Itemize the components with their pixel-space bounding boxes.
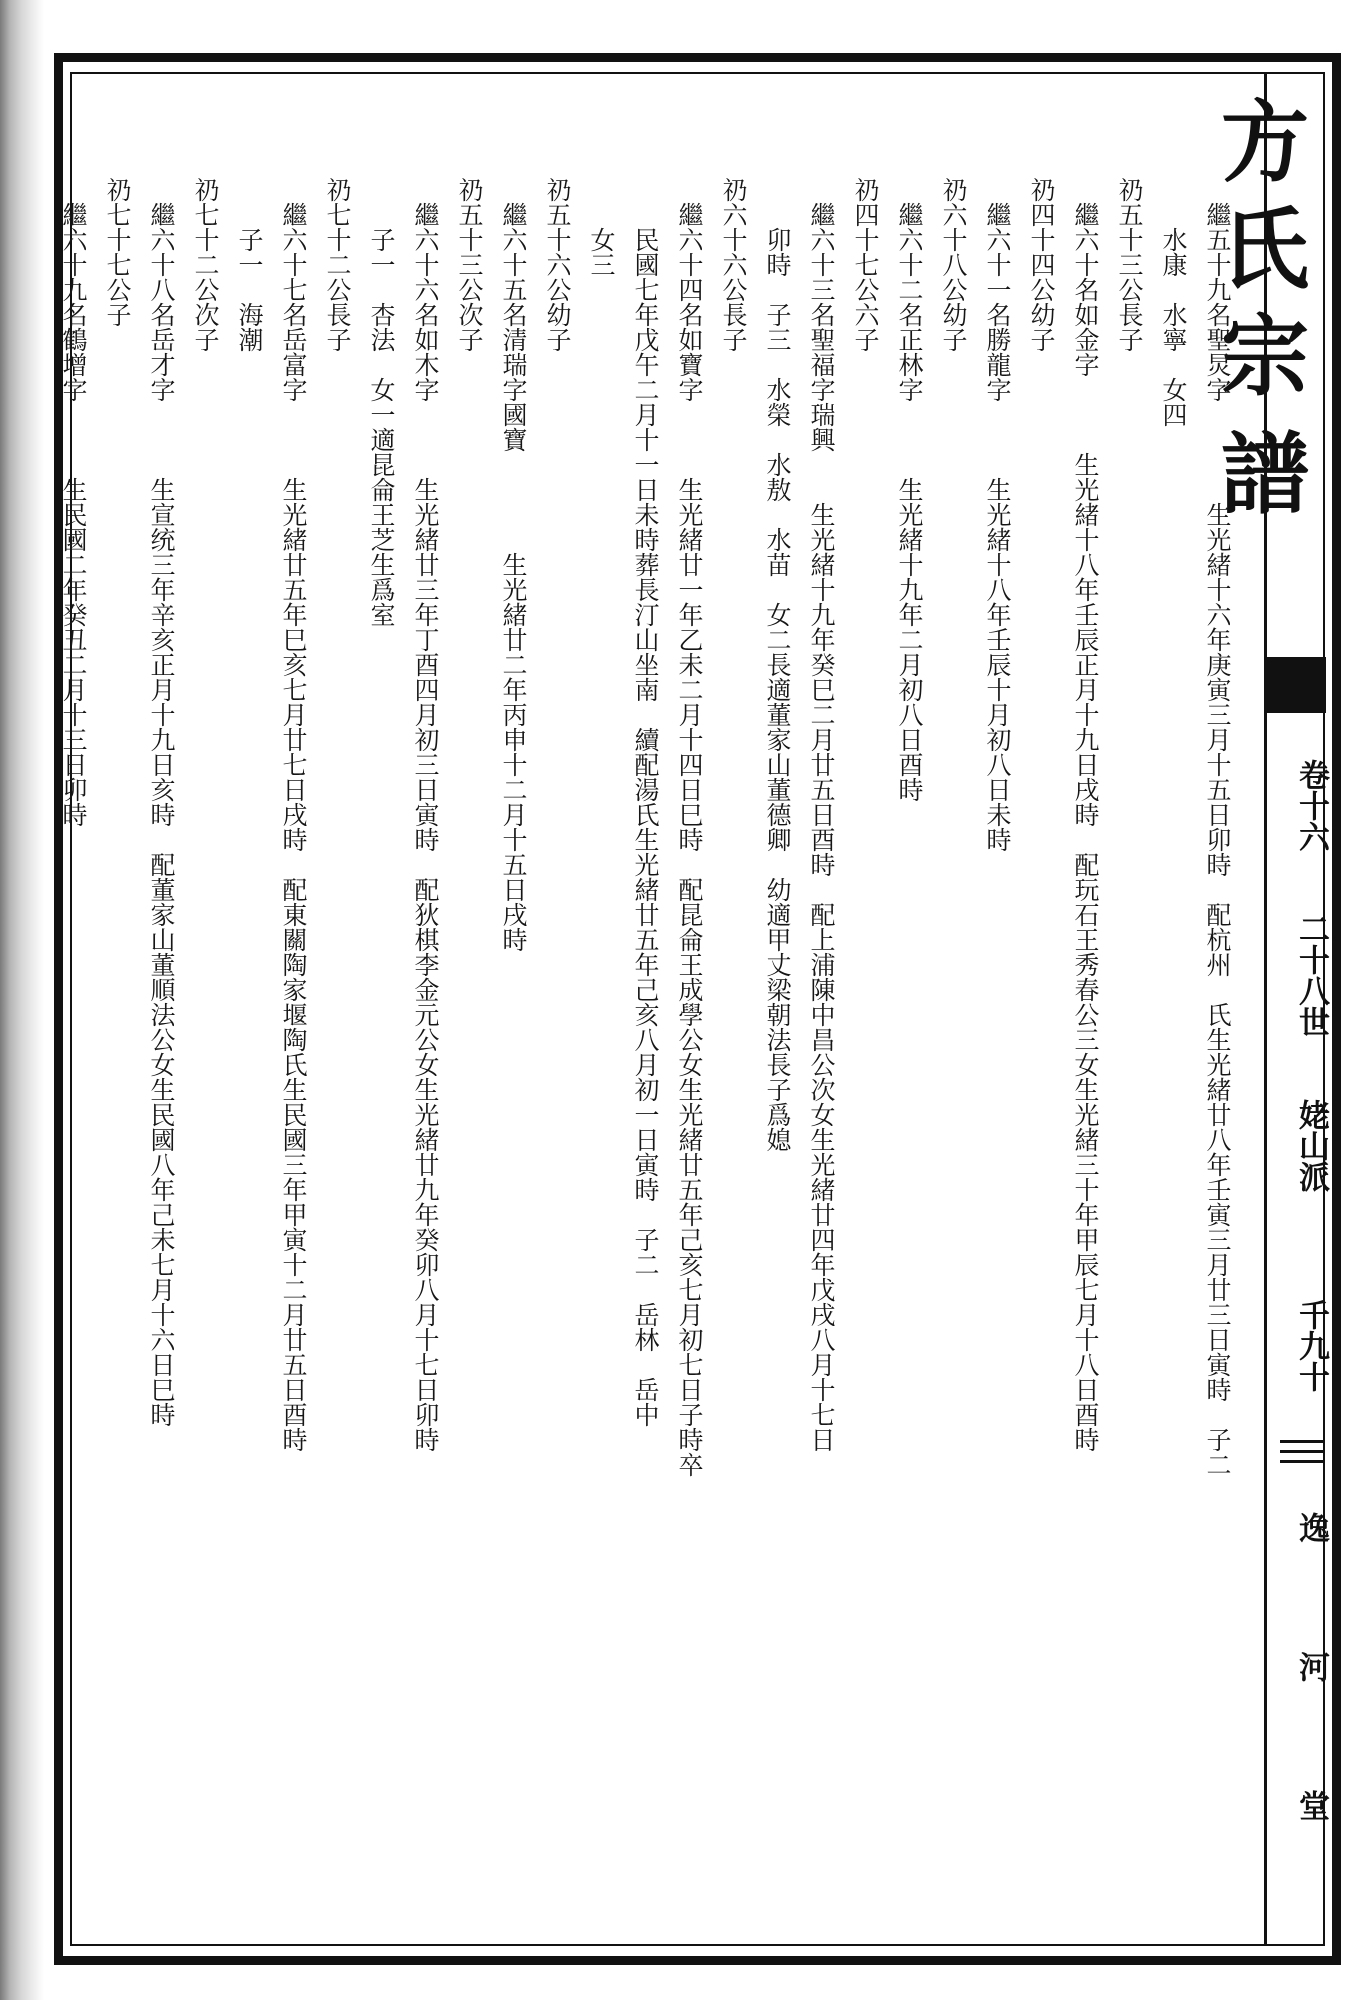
text-column: 子一 杏法 女一適昆侖王芝生爲室 [367,152,396,627]
text-column: 子一 海潮 [235,152,264,352]
book-spine-shadow [0,0,44,2000]
text-column: 繼五十九名聖炅字 生光緒十六年庚寅三月十五日卯時 配杭州 氏生光緒廿八年壬寅三月廿三日寅時 子二 [1203,152,1232,1477]
text-column: 繼六十四名如寶字 生光緒廿一年乙未二月十四日巳時 配昆侖王成學公女生光緒廿五年己亥七月初七日子時卒 [675,152,704,1477]
text-column: 繼六十名如金字 生光緒十八年壬辰正月十九日戌時 配玩石王秀春公三女生光緒三十年甲辰七月十八日酉時 [1071,152,1100,1452]
publisher-label: 逸河堂 [1293,1511,1329,1929]
page-number: 千九十 [1293,1298,1329,1392]
text-column: 繼六十六名如木字 生光緒廿三年丁酉四月初三日寅時 配狄棋李金元公女生光緒廿九年癸卯八月十七日卯時 [411,152,440,1452]
text-column: 礽四十四公幼子 [1027,152,1056,352]
text-column: 繼六十七名岳富字 生光緒廿五年巳亥七月廿七日戌時 配東關陶家堰陶氏生民國三年甲寅十二月廿五日酉時 [279,152,308,1452]
title-char-2: 氏 [1220,197,1309,301]
text-column: 礽五十六公幼子 [543,152,572,352]
text-column: 礽四十七公六子 [851,152,880,352]
text-column: 礽五十三公次子 [455,152,484,352]
title-char-4: 譜 [1220,422,1309,526]
rule-bars [1280,1440,1324,1470]
text-column: 礽七十二公次子 [191,152,220,352]
title-band [1266,657,1326,713]
text-column: 礽七十七公子 [103,152,132,327]
text-column: 礽七十二公長子 [323,152,352,352]
title-char-1: 方 [1220,90,1309,194]
text-column: 礽六十八公幼子 [939,152,968,352]
text-column: 繼六十八名岳才字 生宣统三年辛亥正月十九日亥時 配董家山董順法公女生民國八年己未七月十六日巳時 [147,152,176,1427]
text-column: 繼六十三名聖福字瑞興 生光緒十九年癸巳二月廿五日酉時 配上浦陳中昌公次女生光緒廿四年戊戌八月十七日 [807,152,836,1452]
generation-label: 二十八世 [1293,913,1329,1037]
text-column: 礽五十三公長子 [1115,152,1144,352]
volume-label: 卷十六 [1293,758,1329,852]
text-column: 繼六十二名正林字 生光緒十九年二月初八日酉時 [895,152,924,802]
text-column: 繼六十九名鶴增字 生民國二年癸丑二月十三日卯時 [59,152,88,827]
text-column: 礽六十六公長子 [719,152,748,352]
text-column: 女三 [587,152,616,277]
text-column: 繼六十一名勝龍字 生光緒十八年壬辰十月初八日未時 [983,152,1012,852]
branch-label: 姥山派 [1293,1098,1329,1192]
text-column: 水康 水寧 女四 [1159,152,1188,427]
text-column: 民國七年戊午二月十一日未時葬長汀山坐南 續配湯氏生光緒廿五年己亥八月初一日寅時 子二 岳林 岳中 [631,152,660,1427]
text-column: 卯時 子三 水榮 水敖 水苗 女二長適董家山董德卿 幼適甲丈梁朝法長子爲媳 [763,152,792,1152]
text-column: 繼六十五名清瑞字國寶 生光緒廿二年丙申十二月十五日戌時 [499,152,528,952]
title-char-3: 宗 [1220,304,1309,408]
